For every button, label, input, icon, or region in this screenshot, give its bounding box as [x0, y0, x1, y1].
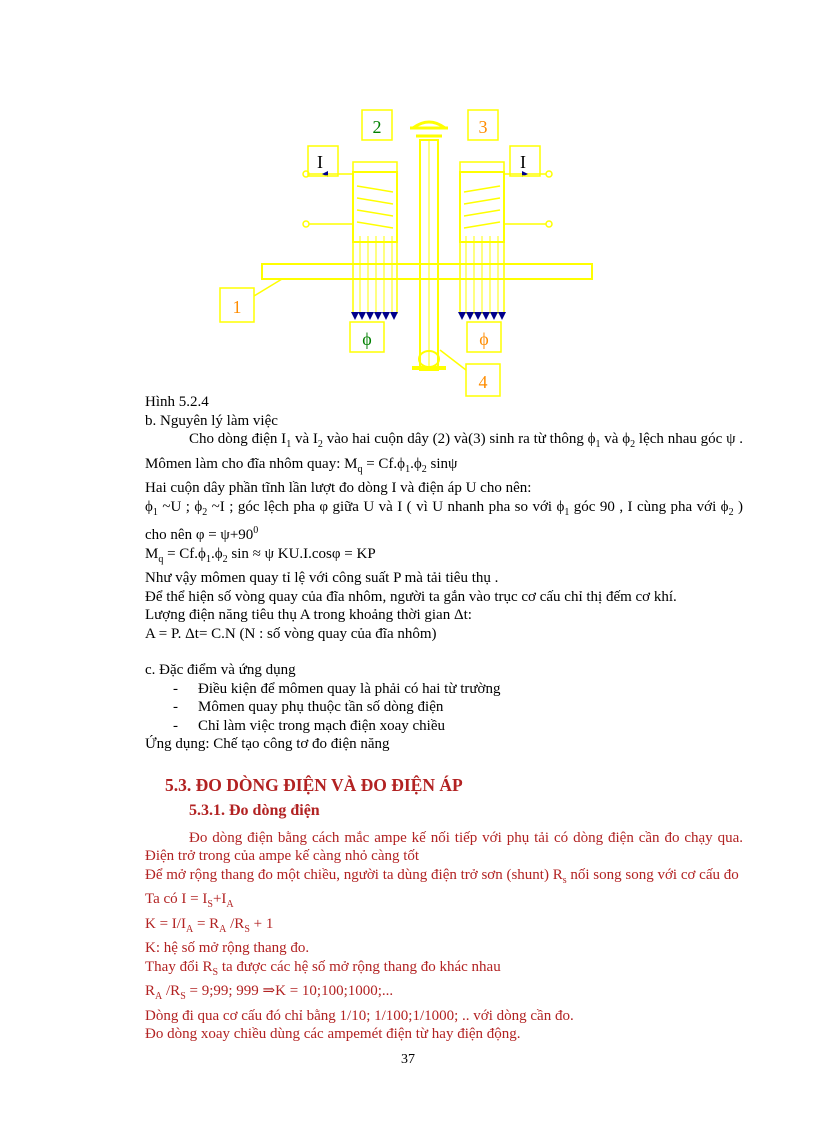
label-2: 2	[372, 117, 382, 137]
aluminium-disc	[262, 264, 592, 279]
section-531-paragraph-9: Đo dòng xoay chiều dùng các ampemét điện từ hay điện động.	[145, 1026, 521, 1042]
label-box-I-left	[308, 146, 338, 176]
list-item: - Chỉ làm việc trong mạch điện xoay chiều	[173, 717, 446, 734]
section-b-paragraph-8: A = P. Δt= C.N (N : số vòng quay của đĩa nhôm)	[145, 625, 437, 642]
section-b-paragraph-3: $\phi_1$ ~U ; $\phi_2$ ~I ; góc lệch pha φ giữa U và I ( vì U nhanh pha so với $\phi_1$ góc 90 , I cùng pha với $\phi_2$ ) cho nên $\varphi = \psi+90^0$	[145, 498, 744, 543]
section-b-paragraph-5: Như vậy mômen quay tỉ lệ với công suất P mà tải tiêu thụ .	[145, 570, 499, 586]
flux-arrows-left	[351, 312, 398, 320]
label-I-left: I	[317, 152, 323, 172]
section-b-paragraph-6: Để thể hiện số vòng quay của đĩa nhôm, người ta gắn vào trục cơ cấu chỉ thị đếm cơ khí.	[145, 588, 677, 605]
coil-2	[303, 162, 398, 320]
application-line: Ứng dụng: Chế tạo công tơ đo điện năng	[145, 736, 390, 752]
section-b-paragraph-2: Hai cuộn dây phần tĩnh lần lượt đo dòng I và điện áp U cho nên:	[145, 480, 532, 496]
section-531-paragraph-2: Để mở rộng thang đo một chiều, người ta dùng điện trở sơn (shunt) $R_s$ nối song song với cơ cấu đo	[145, 866, 739, 886]
list-item: - Mômen quay phụ thuộc tần số dòng điện	[173, 699, 444, 715]
section-531-heading: 5.3.1. Đo dòng điện	[189, 802, 320, 819]
section-b-paragraph-4: $M_q = Cf.\phi_1.\phi_2$ sin ≈ ψ KU.I.cosφ = KP	[145, 545, 376, 565]
top-bearing	[410, 122, 448, 136]
section-b-paragraph-7: Lượng điện năng tiêu thụ A trong khoảng thời gian Δt:	[145, 607, 472, 623]
coil-3	[458, 162, 552, 320]
energy-meter-figure	[210, 100, 610, 400]
section-531-paragraph-1: Đo dòng điện bằng cách mắc ampe kế nối tiếp với phụ tải có dòng điện cần đo chạy qua. Điện trở trong của ampe kế càng nhỏ càng tốt	[145, 829, 743, 864]
section-b-paragraph-1: Cho dòng điện $I_1$ và $I_2$ vào hai cuộn dây (2) và(3) sinh ra từ thông $\phi_1$ và $\phi_2$ lệch nhau góc ψ . Mômen làm cho đĩa nhôm quay: $M_q = Cf.\phi_1.\phi_2$ sinψ	[145, 431, 743, 475]
section-531-body	[145, 829, 743, 1044]
section-53-heading: 5.3. ĐO DÒNG ĐIỆN VÀ ĐO ĐIỆN ÁP	[165, 774, 463, 795]
section-531-paragraph-8: Dòng đi qua cơ cấu đó chỉ bằng 1/10; 1/100;1/1000; .. với dòng cần đo.	[145, 1007, 574, 1024]
label-4: 4	[478, 372, 488, 392]
section-531-paragraph-3: Ta có $I = I_S+I_A$	[145, 891, 234, 910]
label-phi-left: ϕ	[362, 329, 372, 349]
label-I-right: I	[520, 152, 526, 172]
section-531-paragraph-5: K: hệ số mở rộng thang đo.	[145, 940, 310, 956]
section-531-paragraph-7: $R_A$ $/R_S$ = 9;99; 999 ⇒K = 10;100;1000;...	[145, 983, 394, 1002]
figure-caption: Hình 5.2.4	[145, 394, 209, 410]
section-c-heading: c. Đặc điểm và ứng dụng	[145, 662, 296, 678]
label-3: 3	[478, 117, 488, 137]
label-1: 1	[232, 297, 242, 317]
section-531-paragraph-6: Thay đổi $R_S$ ta được các hệ số mở rộng thang đo khác nhau	[145, 958, 501, 978]
section-b-heading: b. Nguyên lý làm việc	[145, 412, 278, 429]
page-number: 37	[401, 1052, 415, 1067]
label-phi-right: ϕ	[479, 329, 489, 349]
document-body	[145, 393, 743, 1044]
section-531-paragraph-4: $K = I/I_A = R_A$ $/R_S + 1$	[145, 915, 274, 935]
list-item: - Điều kiện để mômen quay là phải có hai từ trường	[173, 680, 501, 697]
section-c-list	[145, 680, 743, 736]
